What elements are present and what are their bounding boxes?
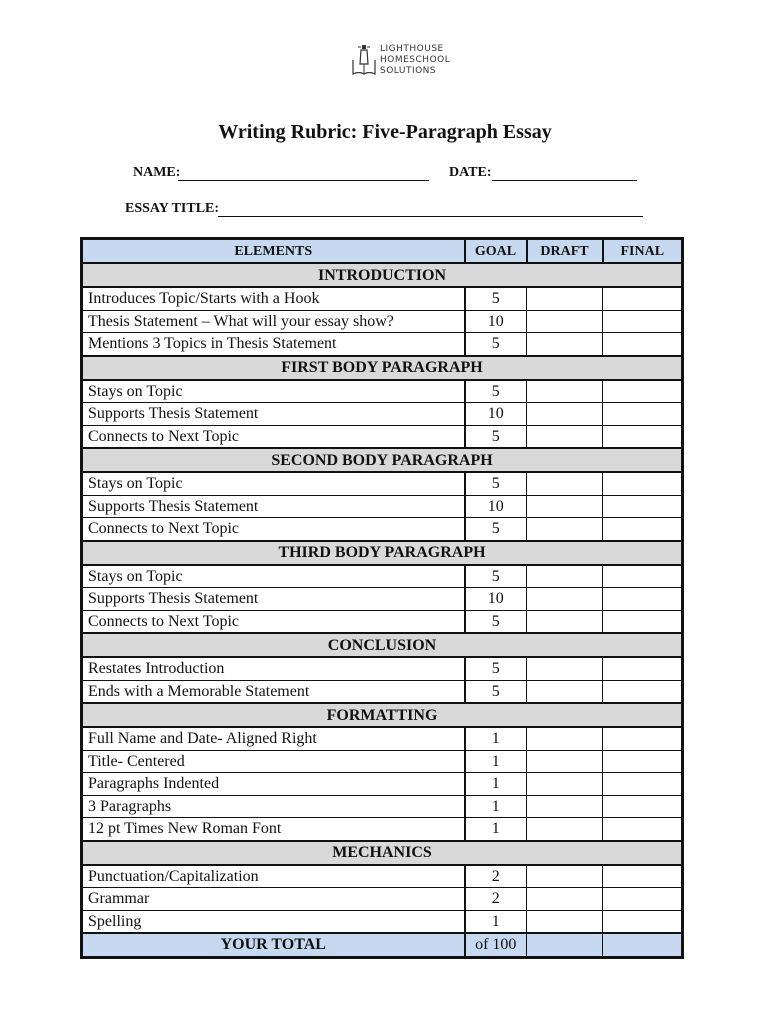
section-header-row	[82, 633, 683, 657]
goal-cell: 1	[465, 773, 527, 796]
table-row	[82, 865, 683, 888]
section-header-row	[82, 703, 683, 727]
date-field	[449, 165, 492, 181]
table-row	[82, 680, 683, 703]
table-row	[82, 472, 683, 495]
table-row	[82, 818, 683, 841]
goal-cell: 5	[465, 333, 527, 356]
goal-cell: 10	[465, 495, 527, 518]
section-title: SECOND BODY PARAGRAPH	[82, 448, 683, 472]
final-score-cell[interactable]	[603, 425, 683, 448]
table-row	[82, 565, 683, 588]
draft-score-cell[interactable]	[527, 727, 603, 750]
final-score-cell[interactable]	[603, 657, 683, 680]
element-cell: Title- Centered	[82, 750, 465, 773]
element-cell: Paragraphs Indented	[82, 773, 465, 796]
final-score-cell[interactable]	[603, 518, 683, 541]
element-cell: Ends with a Memorable Statement	[82, 680, 465, 703]
element-cell: Connects to Next Topic	[82, 425, 465, 448]
final-score-cell[interactable]	[603, 333, 683, 356]
draft-score-cell[interactable]	[527, 310, 603, 333]
rubric-body	[82, 239, 683, 958]
element-cell: Grammar	[82, 888, 465, 911]
draft-score-cell[interactable]	[527, 380, 603, 403]
final-score-cell[interactable]	[603, 380, 683, 403]
goal-cell: 5	[465, 287, 527, 310]
date-label: DATE:	[449, 165, 492, 180]
final-score-cell[interactable]	[603, 403, 683, 426]
table-row	[82, 910, 683, 933]
section-header-row	[82, 541, 683, 565]
draft-score-cell[interactable]	[527, 865, 603, 888]
table-row	[82, 750, 683, 773]
element-cell: 3 Paragraphs	[82, 795, 465, 818]
date-line[interactable]	[492, 180, 637, 181]
goal-cell: 2	[465, 888, 527, 911]
element-cell: Supports Thesis Statement	[82, 588, 465, 611]
logo-wordmark	[380, 44, 450, 77]
element-cell: Spelling	[82, 910, 465, 933]
section-title: INTRODUCTION	[82, 263, 683, 287]
draft-score-cell[interactable]	[527, 565, 603, 588]
essay-title-label: ESSAY TITLE:	[125, 201, 220, 216]
element-cell: Supports Thesis Statement	[82, 495, 465, 518]
goal-cell: 1	[465, 818, 527, 841]
table-row	[82, 657, 683, 680]
goal-cell: 5	[465, 565, 527, 588]
logo	[351, 44, 451, 78]
goal-cell: 10	[465, 310, 527, 333]
final-score-cell[interactable]	[603, 610, 683, 633]
table-row	[82, 727, 683, 750]
element-cell: Connects to Next Topic	[82, 610, 465, 633]
draft-score-cell[interactable]	[527, 657, 603, 680]
goal-cell: 10	[465, 403, 527, 426]
element-cell: Thesis Statement – What will your essay show?	[82, 310, 465, 333]
table-row	[82, 588, 683, 611]
goal-cell: 2	[465, 865, 527, 888]
draft-score-cell[interactable]	[527, 680, 603, 703]
section-header-row	[82, 263, 683, 287]
draft-score-cell[interactable]	[527, 888, 603, 911]
element-cell: Connects to Next Topic	[82, 518, 465, 541]
lighthouse-book-icon	[351, 44, 377, 78]
table-row	[82, 425, 683, 448]
final-score-cell[interactable]	[603, 310, 683, 333]
draft-score-cell[interactable]	[527, 472, 603, 495]
section-header-row	[82, 356, 683, 380]
final-score-cell[interactable]	[603, 588, 683, 611]
element-cell: Punctuation/Capitalization	[82, 865, 465, 888]
final-score-cell[interactable]	[603, 818, 683, 841]
section-title: MECHANICS	[82, 841, 683, 865]
goal-cell: 5	[465, 380, 527, 403]
table-row	[82, 333, 683, 356]
element-cell: Stays on Topic	[82, 472, 465, 495]
element-cell: Introduces Topic/Starts with a Hook	[82, 287, 465, 310]
element-cell: Mentions 3 Topics in Thesis Statement	[82, 333, 465, 356]
draft-score-cell[interactable]	[527, 588, 603, 611]
draft-score-cell[interactable]	[527, 610, 603, 633]
table-row	[82, 610, 683, 633]
column-header-draft: DRAFT	[527, 239, 603, 264]
element-cell: 12 pt Times New Roman Font	[82, 818, 465, 841]
table-row	[82, 888, 683, 911]
essay-title-line[interactable]	[218, 216, 643, 217]
element-cell: Full Name and Date- Aligned Right	[82, 727, 465, 750]
goal-cell: 10	[465, 588, 527, 611]
table-row	[82, 287, 683, 310]
element-cell: Stays on Topic	[82, 565, 465, 588]
total-label: YOUR TOTAL	[82, 933, 465, 957]
final-score-cell[interactable]	[603, 472, 683, 495]
draft-score-cell[interactable]	[527, 425, 603, 448]
column-header-final: FINAL	[603, 239, 683, 264]
draft-score-cell[interactable]	[527, 495, 603, 518]
table-row	[82, 773, 683, 796]
draft-score-cell[interactable]	[527, 403, 603, 426]
draft-score-cell[interactable]	[527, 910, 603, 933]
name-label: NAME:	[133, 165, 181, 180]
final-score-cell[interactable]	[603, 565, 683, 588]
name-line[interactable]	[178, 180, 429, 181]
draft-score-cell[interactable]	[527, 518, 603, 541]
element-cell: Supports Thesis Statement	[82, 403, 465, 426]
final-score-cell[interactable]	[603, 888, 683, 911]
section-title: FIRST BODY PARAGRAPH	[82, 356, 683, 380]
section-title: CONCLUSION	[82, 633, 683, 657]
goal-cell: 5	[465, 472, 527, 495]
element-cell: Restates Introduction	[82, 657, 465, 680]
goal-cell: 5	[465, 657, 527, 680]
table-row	[82, 495, 683, 518]
column-header-goal: GOAL	[465, 239, 527, 264]
final-score-cell[interactable]	[603, 865, 683, 888]
rubric-table	[80, 237, 684, 959]
goal-cell: 1	[465, 727, 527, 750]
final-score-cell[interactable]	[603, 287, 683, 310]
goal-cell: 5	[465, 518, 527, 541]
table-row	[82, 310, 683, 333]
section-header-row	[82, 841, 683, 865]
section-title: FORMATTING	[82, 703, 683, 727]
logo-line: SOLUTIONS	[380, 66, 437, 76]
final-score-cell[interactable]	[603, 680, 683, 703]
total-final-cell[interactable]	[603, 933, 683, 957]
total-draft-cell[interactable]	[527, 933, 603, 957]
essay-title-field	[125, 201, 219, 217]
element-cell: Stays on Topic	[82, 380, 465, 403]
final-score-cell[interactable]	[603, 750, 683, 773]
draft-score-cell[interactable]	[527, 773, 603, 796]
final-score-cell[interactable]	[603, 795, 683, 818]
table-row	[82, 518, 683, 541]
final-score-cell[interactable]	[603, 495, 683, 518]
table-header-row	[82, 239, 683, 264]
logo-line: HOMESCHOOL	[380, 55, 451, 65]
goal-cell: 1	[465, 795, 527, 818]
section-title: THIRD BODY PARAGRAPH	[82, 541, 683, 565]
goal-cell: 5	[465, 680, 527, 703]
draft-score-cell[interactable]	[527, 818, 603, 841]
goal-cell: 5	[465, 425, 527, 448]
goal-cell: 1	[465, 910, 527, 933]
table-row	[82, 795, 683, 818]
column-header-elements: ELEMENTS	[82, 239, 465, 264]
final-score-cell[interactable]	[603, 773, 683, 796]
table-row	[82, 403, 683, 426]
logo-line: LIGHTHOUSE	[380, 44, 444, 54]
page-title: Writing Rubric: Five-Paragraph Essay	[218, 121, 552, 143]
goal-cell: 1	[465, 750, 527, 773]
draft-score-cell[interactable]	[527, 333, 603, 356]
table-row	[82, 380, 683, 403]
draft-score-cell[interactable]	[527, 287, 603, 310]
section-header-row	[82, 448, 683, 472]
final-score-cell[interactable]	[603, 910, 683, 933]
final-score-cell[interactable]	[603, 727, 683, 750]
name-field	[133, 165, 180, 181]
total-goal: of 100	[465, 933, 527, 957]
draft-score-cell[interactable]	[527, 750, 603, 773]
draft-score-cell[interactable]	[527, 795, 603, 818]
total-row	[82, 933, 683, 957]
goal-cell: 5	[465, 610, 527, 633]
